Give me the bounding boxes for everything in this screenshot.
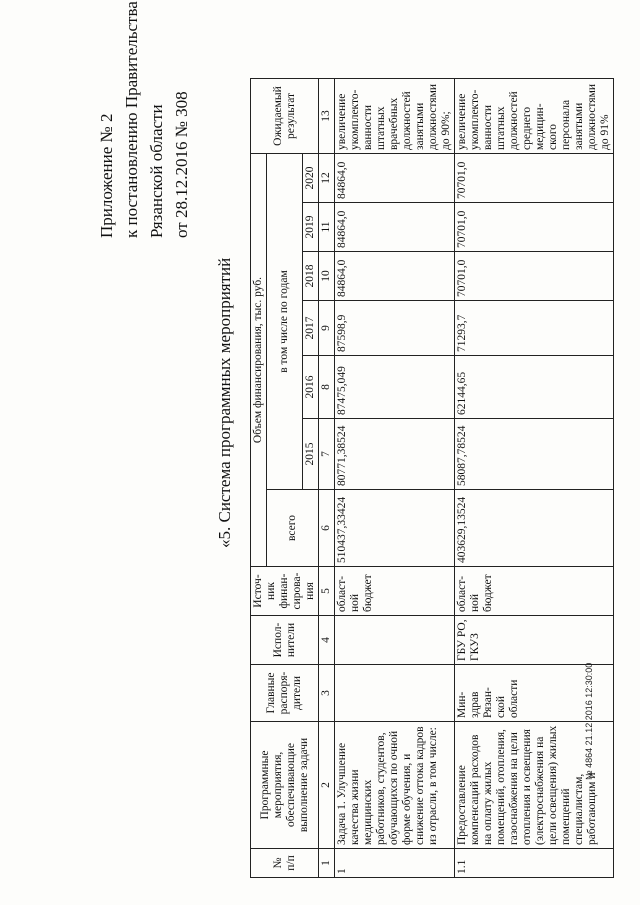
row-value: 84864,0 xyxy=(335,203,455,252)
col-number: 12 xyxy=(319,154,335,203)
header-year: 2016 xyxy=(303,356,319,419)
row-manager: Мин-здрав Рязан-ской области xyxy=(455,665,614,722)
document-header xyxy=(80,1,240,878)
row-value: 80771,38524 xyxy=(335,419,455,490)
row-result: увеличение укомплекто-ванности штатных врачебных должностей занятыми должностями до 90%; xyxy=(335,79,455,154)
row-total: 403629,13524 xyxy=(455,490,614,567)
col-number: 3 xyxy=(319,665,335,722)
header-source: Источ-ник финан-сирова-ния xyxy=(251,567,319,616)
col-number: 5 xyxy=(319,567,335,616)
section-title: «5. Система программных мероприятий xyxy=(215,257,234,548)
program-measures-table xyxy=(250,78,614,878)
appendix-block xyxy=(94,1,194,238)
row-manager xyxy=(335,665,455,722)
row-result: увеличение укомплекто-ванности штатных должностей среднего медицин-ского персонала занятыми должностями до 91% xyxy=(455,79,614,154)
row-value: 84864,0 xyxy=(335,154,455,203)
col-number: 13 xyxy=(319,79,335,154)
header-year: 2017 xyxy=(303,301,319,356)
header-executors: Испол-нители xyxy=(251,616,319,665)
row-executor xyxy=(335,616,455,665)
header-no: № п/п xyxy=(251,849,319,878)
registration-stamp: № 4864 21.12.2016 12:30:00 xyxy=(584,662,594,780)
row-measure: Задача 1. Улучшение качества жизни медицинских работников, студентов, обучающихся по очной форме обучения, и снижение оттока кадров из отрасли, в том числе: xyxy=(335,722,455,849)
header-year: 2015 xyxy=(303,419,319,490)
row-executor: ГБУ РО, ГКУЗ xyxy=(455,616,614,665)
col-number: 10 xyxy=(319,252,335,301)
appendix-decree: к постановлению Правительства xyxy=(122,1,141,238)
appendix-region: Рязанской области xyxy=(147,104,166,238)
col-number: 8 xyxy=(319,356,335,419)
header-year: 2020 xyxy=(303,154,319,203)
header-managers: Главные распоря-дители xyxy=(251,665,319,722)
row-total: 510437,33424 xyxy=(335,490,455,567)
header-result: Ожидаемый результат xyxy=(251,79,319,154)
row-value: 87598,9 xyxy=(335,301,455,356)
row-value: 87475,049 xyxy=(335,356,455,419)
col-number: 7 xyxy=(319,419,335,490)
table-row xyxy=(335,79,455,878)
col-number: 1 xyxy=(319,849,335,878)
col-number: 2 xyxy=(319,722,335,849)
row-value: 70701,0 xyxy=(455,203,614,252)
row-value: 70701,0 xyxy=(455,252,614,301)
row-no: 1.1 xyxy=(455,849,614,878)
row-value: 84864,0 xyxy=(335,252,455,301)
row-value: 58087,78524 xyxy=(455,419,614,490)
col-number: 4 xyxy=(319,616,335,665)
header-by-years: в том числе по годам xyxy=(267,154,303,490)
row-value: 70701,0 xyxy=(455,154,614,203)
row-value: 62144,65 xyxy=(455,356,614,419)
header-total: всего xyxy=(267,490,319,567)
header-funding: Объем финансирования, тыс. руб. xyxy=(251,154,267,567)
col-number: 11 xyxy=(319,203,335,252)
col-number: 6 xyxy=(319,490,335,567)
row-value: 71293,7 xyxy=(455,301,614,356)
appendix-date: от 28.12.2016 № 308 xyxy=(172,91,191,238)
row-measure: Предоставление компенсаций расходов на оплату жилых помещений, отопления, газоснабжения на цели отопления и освещения (электроснабжения на цели освещения) жилых помещений специалистам, работающим и xyxy=(455,722,614,849)
col-number: 9 xyxy=(319,301,335,356)
row-source: област-ной бюджет xyxy=(335,567,455,616)
row-source: област-ной бюджет xyxy=(455,567,614,616)
rotated-document xyxy=(80,1,640,878)
header-year: 2019 xyxy=(303,203,319,252)
appendix-title: Приложение № 2 xyxy=(97,113,116,238)
header-measures: Программные мероприятия, обеспечивающие выполнение задачи xyxy=(251,722,319,849)
column-number-row xyxy=(319,79,335,878)
header-year: 2018 xyxy=(303,252,319,301)
row-no: 1 xyxy=(335,849,455,878)
